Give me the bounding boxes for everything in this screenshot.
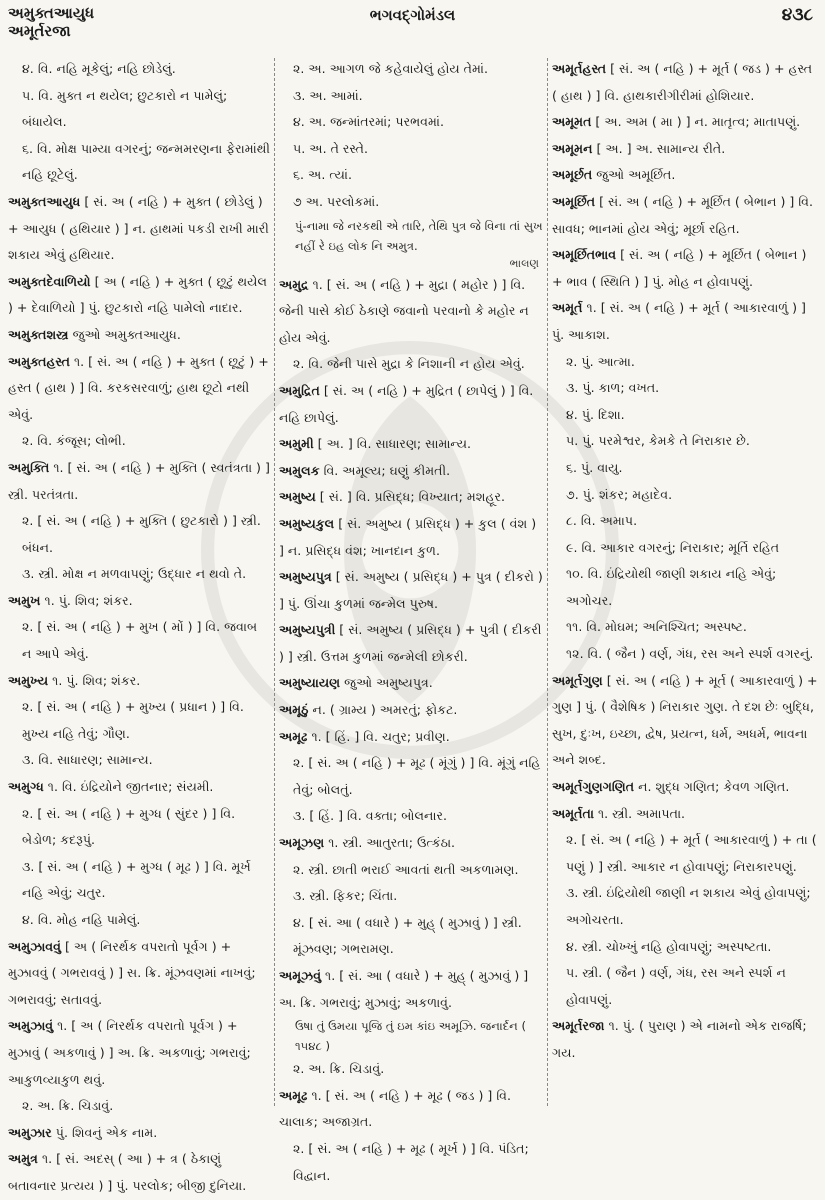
definition-text: [ સં. અ ( નહિ ) + મુક્ત ( છોડેલું ) + આયુધ ( હથિયાર ) ] ન. હાથમાં પકડી રાખી મારી શકાય એવું હથિયાર.: [8, 193, 269, 263]
running-title: ભગવદ્ગોમંડલ: [369, 6, 456, 24]
dictionary-entry: [279, 724, 543, 751]
headword: અમૂઠું: [279, 702, 309, 718]
sense-definition: ૨. [ સં. અ ( નહિ ) + મૂઢ ( મૂંગું ) ] વિ. મૂંગું નહિ તેવું; બોલતું.: [293, 755, 541, 797]
dictionary-entry: [8, 269, 270, 322]
sense-definition: ૪. સ્ત્રી. ચોખ્ખું નહિ હોવાપણું; અસ્પષ્ટતા.: [566, 938, 772, 954]
sense-definition: ૨. [ સં. અ ( નહિ ) + મુગ્ધ ( સુંદર ) ] વિ. બેડોળ; કદરૂપું.: [22, 805, 236, 848]
headword: અમુઝાવવું: [8, 938, 61, 954]
sense-definition: ૪. વિ. મોહ નહિ પામેલું.: [22, 912, 141, 927]
definition-text: વિ. અમૂલ્ય; ઘણું કીમતી.: [319, 462, 451, 478]
definition-text: જુઓ અમૂર્છિત.: [592, 167, 676, 183]
sense-definition: ૩. વિ. સાધારણ; સામાન્ય.: [22, 752, 153, 768]
sense-definition: ૩. સ્ત્રી. ફિકર; ચિંતા.: [293, 888, 398, 904]
definition-text: ૧. [ અ ( નિરર્થક વપરાતો પૂર્વગ ) + મુઝાવું ( અકળાવું ) ] અ. ક્રિ. અકળાવું; ગભરાવું; આકુળવ્યાકુળ થવું.: [8, 1018, 251, 1087]
definition-text: [ અ ( નહિ ) + મુક્ત ( છૂટું થયેલ ) + દેવાળિયો ] પું. છુટકારો નહિ પામેલો નાદાર.: [8, 273, 268, 316]
sense-definition: ૩. સ્ત્રી. ઇંદ્રિયોથી જાણી ન શકાય એવું હોવાપણું; અગોચરતા.: [566, 885, 811, 927]
sense-definition: ૨. વિ. જેની પાસે મુદ્રા કે નિશાની ન હોય એવું.: [293, 356, 525, 372]
definition-text: [ સં. અમુષ્ય ( પ્રસિદ્ધ ) + કુલ ( વંશ ) ] ન. પ્રસિદ્ધ વંશ; ખાનદાન કુળ.: [279, 515, 537, 558]
dictionary-entry: [8, 1013, 270, 1093]
dictionary-entry: [279, 431, 543, 458]
definition-text: [ અ. ] અ. સામાન્ય રીતે.: [592, 140, 726, 156]
definition-text: ૧. [ સં. અ ( નહિ ) + મુક્તિ ( સ્વતંત્રતા ) ] સ્ત્રી. પરતંત્રતા.: [8, 459, 270, 502]
dictionary-entry: [279, 272, 543, 352]
headword: અમુક્તઆયુધ: [8, 193, 81, 209]
headword: અમુષ્ય: [279, 489, 316, 505]
dictionary-entry: [552, 136, 818, 163]
dictionary-entry: [279, 697, 543, 724]
headword: અમૂર્છિત: [552, 193, 596, 209]
definition-text: [ સં. અ ( નહિ ) + મૂર્છિત ( બેભાન ) ] વિ. સાવધ; ભાનમાં હોય એવું; મૂર્છા રહિત.: [552, 193, 814, 236]
definition-text: [ સં. ] વિ. પ્રસિદ્ધ; વિખ્યાત; મશહૂર.: [315, 489, 505, 505]
headword: અમુષ્યપુત્રી: [279, 622, 336, 638]
dictionary-entry: [552, 56, 818, 109]
dictionary-entry: [8, 455, 270, 508]
sense-definition: ૨. વિ. કંજૂસ; લોભી.: [22, 433, 126, 449]
dictionary-entry: [279, 511, 543, 564]
sense-definition: ૬. વિ. મોક્ષ પામ્યા વગરનું; જન્મમરણના ફેરામાંથી નહિ છૂટેલું.: [22, 140, 270, 183]
dictionary-entry: [279, 458, 543, 485]
headword: અમુદ્ર: [279, 276, 309, 292]
definition-text: ન. ( ગ્રામ્ય ) અમરતું; ફોકટ.: [308, 702, 458, 718]
definition-text: ૧. [ સં. અ ( નહિ ) + મૂઢ ( જડ ) ] વિ. ચાલાક; અજાગ્રત.: [279, 1087, 512, 1130]
definition-text: જુઓ અમુષ્યપુત્ર.: [340, 675, 433, 691]
headword: અમુખ્ય: [8, 672, 49, 688]
dictionary-entry: [8, 668, 270, 695]
definition-text: ૧. વિ. ઇંદ્રિયોને જીતનાર; સંયમી.: [43, 779, 214, 795]
dictionary-entry: [8, 588, 270, 615]
quotation: પું-નામા જે નરકથી એ તારિ, તેથિ પુત્ર જે વિના તાં સુખ નહીં રે ઇહ લોક નિ અમુત્ર.: [295, 218, 543, 253]
sense-definition: ૫. વિ. મુક્ત ન થયેલ; છુટકારો ન પામેલું; બંધાયેલ.: [22, 87, 228, 130]
headword: અમુલક: [279, 462, 320, 478]
column-2: [279, 56, 543, 1183]
headword: અમુક્તહસ્ત: [8, 353, 70, 369]
headword: અમૂમત: [552, 114, 592, 130]
sense-definition: ૨. [ સં. અ ( નહિ ) + મુક્તિ ( છુટકારો ) ] સ્ત્રી. બંધન.: [22, 513, 261, 555]
definition-text: ૧. [ હિં. ] વિ. ચતુર; પ્રવીણ.: [307, 728, 450, 744]
definition-text: ૧. સ્ત્રી. આતુરતા; ઉત્કંઠા.: [324, 835, 456, 851]
headword: અમૂર્ત: [552, 300, 583, 316]
page-number: ૪૩૮: [781, 5, 813, 25]
guide-word-last: અમૂર્તરજા: [8, 22, 71, 40]
dictionary-entry: [279, 670, 543, 697]
sense-definition: ૪. વિ. નહિ મૂકેલું; નહિ છોડેલું.: [22, 61, 176, 76]
sense-definition: ૪. અ. જન્માંતરમાં; પરભવમાં.: [293, 114, 444, 130]
dictionary-entry: [279, 830, 543, 857]
headword: અમુષ્યાયણ: [279, 675, 341, 691]
sense-definition: ૭. પું. શંકર; મહાદેવ.: [566, 486, 673, 502]
dictionary-entry: [552, 189, 818, 242]
definition-text: [ અ. અમ ( મા ) ] ન. માતૃત્વ; માતાપણું.: [591, 114, 801, 130]
sense-definition: ૧૦. વિ. ઇંદ્રિયોથી જાણી શકાય નહિ એવું; અગોચર.: [566, 566, 777, 608]
sense-definition: ૨. [ સં. અ ( નહિ ) + મૂઢ ( મૂર્ખ ) ] વિ. પંડિત; વિદ્વાન.: [293, 1140, 529, 1183]
sense-definition: ૨. સ્ત્રી. છાતી ભરાઈ આવતાં થતી અકળામણ.: [293, 861, 519, 877]
sense-definition: ૪. પું. દિશા.: [566, 406, 625, 422]
citation-author: ભાલણ: [509, 256, 539, 270]
headword: અમૂઢ: [279, 1087, 308, 1103]
headword: અમુદ્રિત: [279, 382, 320, 398]
headword: અમુક્તિ: [8, 459, 50, 475]
dictionary-entry: [552, 668, 818, 774]
dictionary-entry: [552, 109, 818, 136]
definition-text: [ સં. અ ( નહિ ) + મૂર્છિત ( બેભાન ) + ભાવ ( સ્થિતિ ) ] પું. મોહ ન હોવાપણું.: [552, 247, 807, 289]
definition-text: [ સં. અમુષ્ય ( પ્રસિદ્ધ ) + પુત્રી ( દીકરી ) ] સ્ત્રી. ઉત્તમ કુળમાં જન્મેલી છોકરી.: [279, 622, 542, 664]
definition-text: ૧. [ સં. અ ( નહિ ) + મુક્ત ( છૂટું ) + હસ્ત ( હાથ ) ] વિ. કરકસરવાળું; હાથ છૂટો નથી એવું.: [8, 353, 269, 422]
headword: અમૂર્તહસ્ત: [552, 61, 607, 76]
quotation: ઉષા તું ઉમયા પૂજિ તું ઇમ કાંઇ અમૂઝિ. જનાર્દન ( ૧૫૪૮ ): [295, 1019, 527, 1054]
guide-word-first: અમુક્તઆયુધ: [8, 4, 95, 22]
dictionary-entry: [552, 242, 818, 295]
dictionary-entry: [279, 963, 543, 1016]
definition-text: ૧. પું. શિવ; શંકર.: [40, 592, 133, 608]
headword: અમુક્તદેવાળિયો: [8, 273, 91, 289]
definition-text: ન. શુદ્ધ ગણિત; કેવળ ગણિત.: [634, 779, 790, 795]
sense-definition: ૩. પું. કાળ; વખત.: [566, 380, 660, 396]
definition-text: [ સં. અ ( નહિ ) + મુદ્રિત ( છાપેલું ) ] વિ. નહિ છાપેલું.: [279, 382, 534, 425]
sense-definition: ૩. સ્ત્રી. મોક્ષ ન મળવાપણું; ઉદ્ધાર ન થવો તે.: [22, 566, 247, 582]
sense-definition: ૨. [ સં. અ ( નહિ ) + મુખ ( મોં ) ] વિ. જવાબ ન આપે એવું.: [22, 619, 258, 662]
definition-text: ૧. [ સં. આ ( વધારે ) + મુહ્ ( મુઝાવું ) ] અ. ક્રિ. ગભરાવું; મુઝાવું; અકળાવું.: [279, 968, 529, 1010]
definition-text: [ સં. અ ( નહિ ) + મૂર્ત ( જડ ) + હસ્ત ( હાથ ) ] વિ. હાથકારીગીરીમાં હોશિયાર.: [552, 61, 813, 103]
definition-text: ૧. પું. શિવ; શંકર.: [48, 672, 141, 688]
sense-definition: ૨. [ સં. અ ( નહિ ) + મુખ્ય ( પ્રધાન ) ] વિ. મુખ્ય નહિ તેવું; ગૌણ.: [22, 699, 244, 741]
definition-text: [ અ. ] વિ. સાધારણ; સામાન્ય.: [313, 436, 472, 452]
dictionary-entry: [8, 189, 270, 269]
sense-definition: ૧૨. વિ. ( જૈન ) વર્ણ, ગંધ, રસ અને સ્પર્શ વગરનું.: [566, 646, 814, 662]
headword: અમુઝાર: [8, 1124, 52, 1140]
headword: અમૂર્તગુણ: [552, 672, 603, 688]
definition-text: ૧. [ સં. અ ( નહિ ) + મુદ્રા ( મહોર ) ] વિ. જેની પાસે કોઈ ઠેકાણે જવાનો પરવાનો કે મહોર ન હોય એવું.: [279, 276, 529, 345]
page-header: [0, 0, 825, 50]
definition-text: [ સં. અમુષ્ય ( પ્રસિદ્ધ ) + પુત્ર ( દીકરો ) ] પું. ઊંચા કુળમાં જન્મેલ પુરુષ.: [279, 569, 543, 611]
headword: અમૂઢ: [279, 728, 308, 744]
headword: અમુષ્યકુલ: [279, 515, 335, 531]
dictionary-entry: [552, 295, 818, 348]
dictionary-entry: [552, 1013, 818, 1066]
definition-text: ૧. પું. ( પુરાણ ) એ નામનો એક રાજર્ષિ; ગય.: [552, 1018, 807, 1060]
definition-text: જુઓ અમુક્તઆયુધ.: [68, 326, 181, 342]
definition-text: ૧. સ્ત્રી. અમાપતા.: [593, 805, 686, 821]
headword: અમૂર્છિતભાવ: [552, 247, 617, 263]
dictionary-entry: [552, 801, 818, 828]
dictionary-entry: [8, 934, 270, 1014]
definition-text: ૧. [ સં. અદસ્ ( આ ) + ત્ર ( ઠેકાણું બતાવનાર પ્રત્યય ) ] પું. પરલોક; બીજી દુનિયા.: [8, 1151, 247, 1193]
headword: અમૂર્તતા: [552, 805, 594, 821]
headword: અમુષ્યપુત્ર: [279, 569, 332, 585]
sense-definition: ૩. [ સં. અ ( નહિ ) + મુગ્ધ ( મૂઢ ) ] વિ. મૂર્ખ નહિ એવું; ચતુર.: [22, 858, 251, 901]
dictionary-entry: [8, 1120, 270, 1147]
sense-definition: ૨. અ. ક્રિ. ચિડાવું.: [293, 1061, 385, 1077]
sense-definition: ૩. [ હિં. ] વિ. વક્તા; બોલનાર.: [293, 808, 447, 824]
dictionary-entry: [8, 1146, 270, 1199]
column-3: [552, 56, 818, 1108]
sense-definition: ૫. પું. પરમેશ્વર, કેમકે તે નિરાકાર છે.: [566, 433, 750, 449]
sense-definition: ૯. વિ. આકાર વગરનું; નિરાકાર; મૂર્તિ રહિત: [566, 539, 780, 555]
headword: અમુક્તશસ્ત્ર: [8, 326, 69, 342]
headword: અમુખ: [8, 592, 41, 608]
headword: અમૂઝણ: [279, 835, 325, 851]
dictionary-entry: [552, 774, 818, 801]
sense-definition: ૩. અ. આમાં.: [293, 87, 363, 103]
definition-text: [ સં. અ ( નહિ ) + મૂર્ત ( આકારવાળું ) + ગુણ ] પું. ( વૈશેષિક ) નિરાકાર ગુણ. તે દશ છેઃ બુદ્ધિ, સુખ, દુઃખ, ઇચ્છા, દ્વેષ, પ્રયત્ન, ધર્મ, અધર્મ, ભાવના અને શબ્દ.: [552, 672, 818, 768]
sense-definition: ૨. અ. ક્રિ. ચિડાવું.: [22, 1098, 114, 1114]
headword: અમૂર્તરજા: [552, 1018, 605, 1034]
headword: અમૂમન: [552, 140, 593, 156]
column-divider: [547, 58, 548, 1106]
column-1: [8, 56, 270, 1193]
sense-definition: ૬. અ. ત્યાં.: [293, 167, 353, 183]
sense-definition: ૬. પું. વાયુ.: [566, 459, 623, 475]
definition-text: ૧. [ સં. અ ( નહિ ) + મૂર્ત ( આકારવાળું ) ] પું. આકાશ.: [552, 300, 806, 342]
sense-definition: ૫. અ. તે રસ્તે.: [293, 140, 369, 156]
headword: અમૂર્તગુણગણિત: [552, 779, 635, 795]
headword: અમુઝાવું: [8, 1018, 54, 1034]
dictionary-entry: [8, 774, 270, 801]
dictionary-entry: [279, 1083, 543, 1136]
column-divider: [274, 58, 275, 1106]
dictionary-entry: [8, 322, 270, 349]
dictionary-entry: [552, 162, 818, 189]
headword: અમૂઝવું: [279, 968, 322, 983]
definition-text: [ અ ( નિરર્થક વપરાતો પૂર્વગ ) + મુઝાવવું ( ગભરાવવું ) ] સ. ક્રિ. મૂંઝવણમાં નાખવું; ગભરાવવું; સતાવવું.: [8, 938, 256, 1007]
headword: અમુમી: [279, 436, 314, 452]
sense-definition: ૫. સ્ત્રી. ( જૈન ) વર્ણ, ગંધ, રસ અને સ્પર્શ ન હોવાપણું.: [566, 965, 786, 1007]
sense-definition: ૨. પું. આત્મા.: [566, 353, 635, 369]
dictionary-entry: [8, 349, 270, 429]
sense-definition: ૪. [ સં. આ ( વધારે ) + મુહ્ ( મુઝાવું ) ] સ્ત્રી. મૂંઝવણ; ગભરામણ.: [293, 914, 522, 957]
dictionary-entry: [279, 484, 543, 511]
sense-definition: ૧૧. વિ. મોઘમ; અનિશ્ચિત; અસ્પષ્ટ.: [566, 619, 747, 635]
dictionary-entry: [279, 564, 543, 617]
dictionary-entry: [279, 617, 543, 670]
headword: અમુગ્ધ: [8, 779, 44, 795]
dictionary-entry: [279, 378, 543, 431]
headword: અમુત્ર: [8, 1151, 38, 1167]
headword: અમૂર્છત: [552, 167, 593, 183]
sense-definition: ૨. અ. આગળ જે કહેવાયેલું હોય તેમાં.: [293, 61, 489, 76]
definition-text: પું. શિવનું એક નામ.: [51, 1124, 158, 1140]
sense-definition: ૨. [ સં. અ ( નહિ ) + મૂર્ત ( આકારવાળું ) + તા ( પણું ) ] સ્ત્રી. આકાર ન હોવાપણું; નિરાકારપણું.: [566, 832, 817, 874]
sense-definition: ૮. વિ. અમાપ.: [566, 513, 638, 529]
sense-definition: ૭ અ. પરલોકમાં.: [293, 193, 380, 209]
